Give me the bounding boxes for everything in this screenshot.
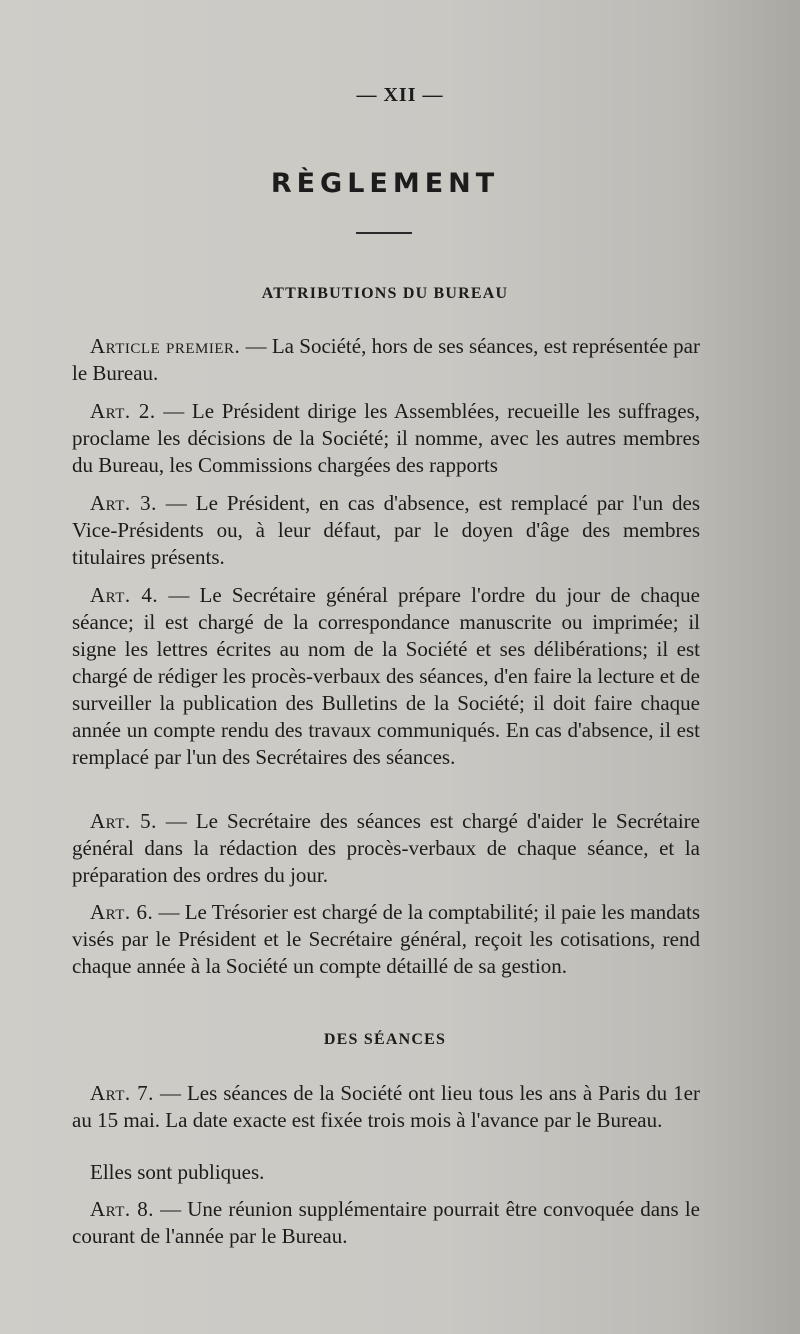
article-text: — Le Président, en cas d'absence, est remplacé par l'un des Vice-Présidents ou, à leur défaut, par le doyen d'âge des membres titulaires présents.: [72, 491, 700, 569]
page-number: — XII —: [356, 84, 444, 106]
article-label: Art. 2.: [90, 399, 156, 423]
section-heading-bureau: ATTRIBUTIONS DU BUREAU: [261, 285, 509, 302]
article-paragraph: [72, 1080, 700, 1134]
article-text: — Le Secrétaire général prépare l'ordre du jour de chaque séance; il est chargé de la correspondance manuscrite ou imprimée; il signe les lettres écrites au nom de la Société et ses délibérations; il est chargé de rédiger les procès-verbaux des séances, d'en faire la lecture et de surveiller la publication des Bulletins de la Société; il doit faire chaque année un compte rendu des travaux communiqués. En cas d'absence, il est remplacé par l'un des Secrétaires des séances.: [72, 583, 700, 769]
page-title: RÈGLEMENT: [270, 168, 500, 199]
article-paragraph: [72, 1159, 700, 1186]
article-text: — Les séances de la Société ont lieu tous les ans à Paris du 1er au 15 mai. La date exacte est fixée trois mois à l'avance par le Bureau.: [72, 1081, 700, 1132]
article-paragraph: [72, 333, 700, 387]
article-label: Art. 6.: [90, 900, 154, 924]
article-text: — Une réunion supplémentaire pourrait être convoquée dans le courant de l'année par le Bureau.: [72, 1197, 700, 1248]
article-paragraph: [72, 808, 700, 889]
title-divider: [356, 232, 412, 234]
article-label: Art. 8.: [90, 1197, 155, 1221]
article-paragraph: [72, 398, 700, 479]
article-paragraph: [72, 490, 700, 571]
article-label: Art. 4.: [90, 583, 159, 607]
article-label: Art. 5.: [90, 809, 157, 833]
section-heading-seances: DES SÉANCES: [323, 1031, 447, 1048]
article-paragraph: [72, 899, 700, 980]
article-label: Article premier.: [90, 334, 241, 358]
article-paragraph: [72, 1196, 700, 1250]
article-text: — Le Président dirige les Assemblées, recueille les suffrages, proclame les décisions de la Société; il nomme, avec les autres membres du Bureau, les Commissions chargées des rapports: [72, 399, 700, 477]
article-text: — Le Secrétaire des séances est chargé d'aider le Secrétaire général dans la rédaction des procès-verbaux de chaque séance, et la préparation des ordres du jour.: [72, 809, 700, 887]
article-text: — Le Trésorier est chargé de la comptabilité; il paie les mandats visés par le Président et le Secrétaire général, reçoit les cotisations, rend chaque année à la Société un compte détaillé de sa gestion.: [72, 900, 700, 978]
article-text: — La Société, hors de ses séances, est représentée par le Bureau.: [72, 334, 700, 385]
article-paragraph: [72, 582, 700, 771]
article-label: Art. 7.: [90, 1081, 154, 1105]
article-label: Art. 3.: [90, 491, 157, 515]
article-text: Elles sont publiques.: [90, 1160, 265, 1184]
